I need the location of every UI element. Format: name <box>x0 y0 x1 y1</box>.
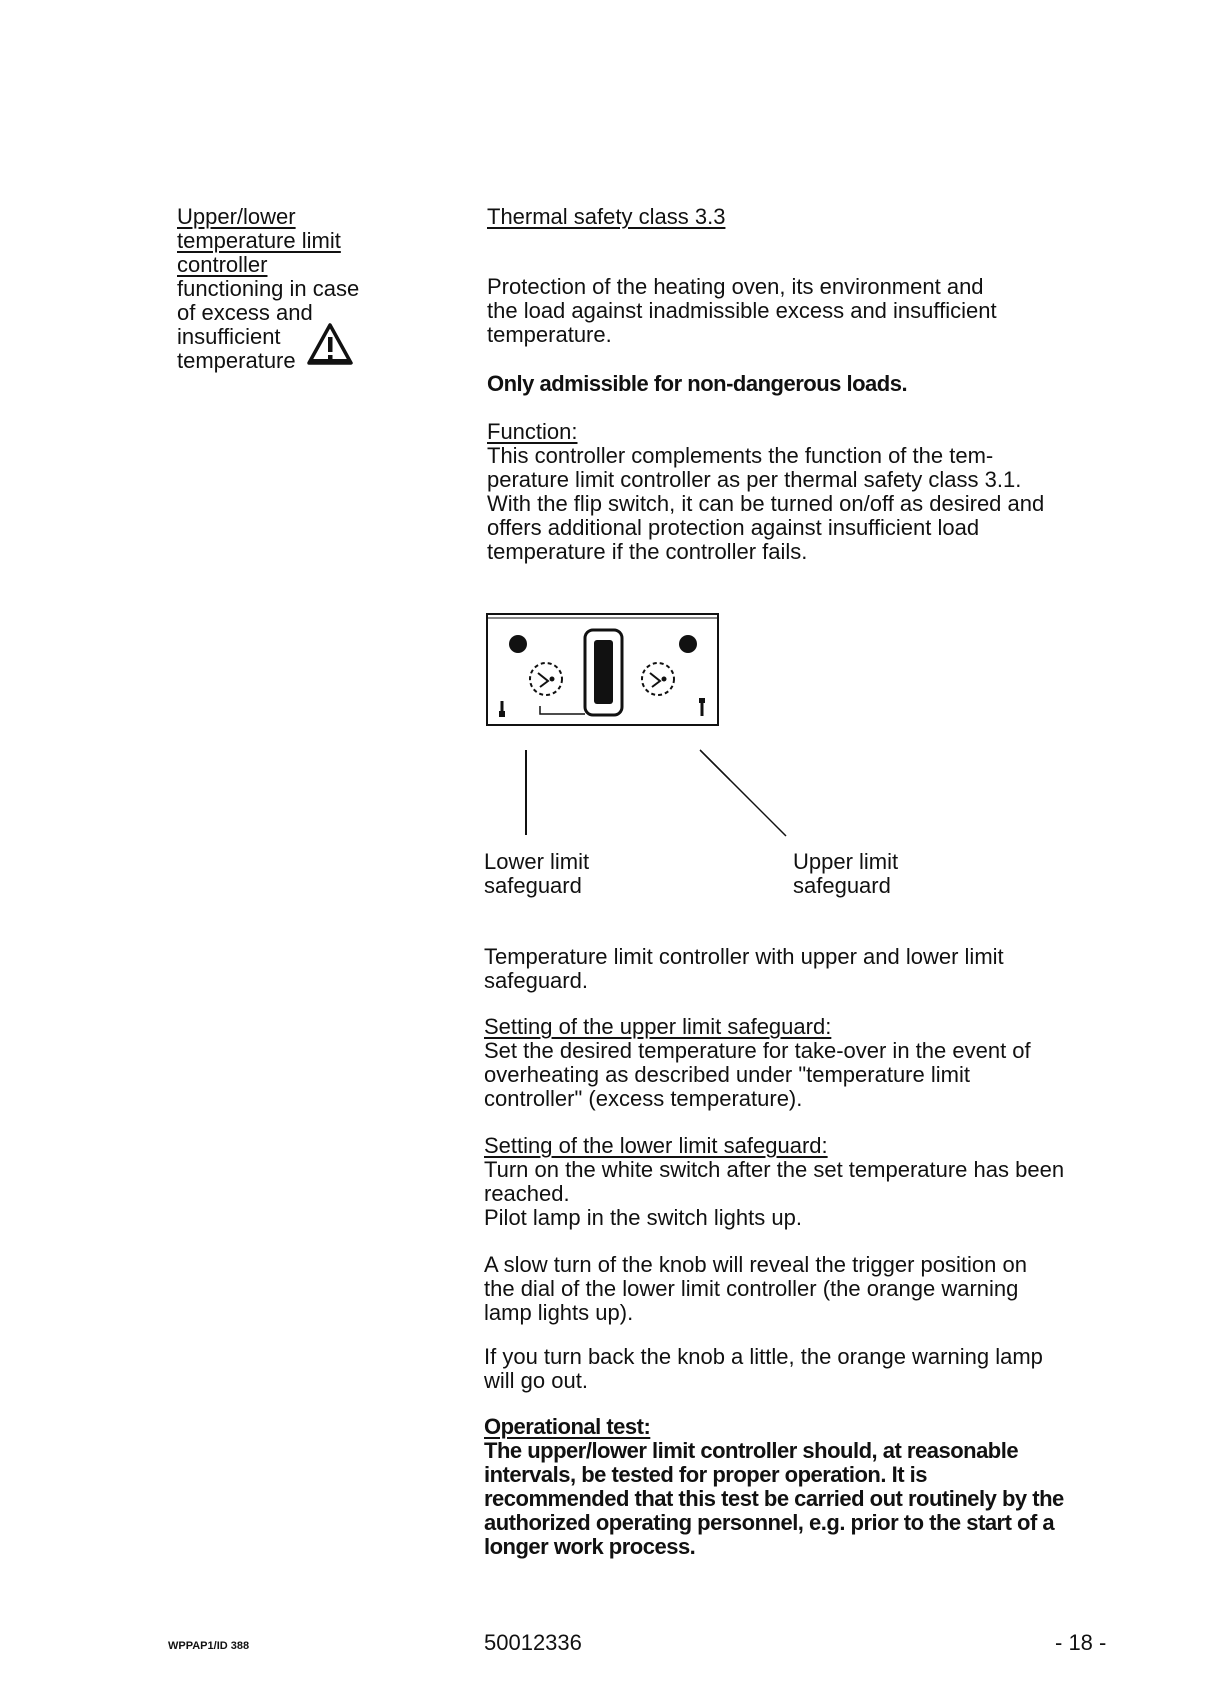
operational-test-line: authorized operating personnel, e.g. prior to the start of a <box>484 1510 1055 1535</box>
controller-diagram <box>480 610 730 840</box>
lower-setting-line: reached. <box>484 1181 570 1206</box>
sidebar-heading-line: temperature limit <box>177 228 341 253</box>
operational-test-line: longer work process. <box>484 1534 696 1559</box>
intro-line: temperature. <box>487 322 612 347</box>
safety-notice: Only admissible for non-dangerous loads. <box>487 371 908 396</box>
upper-limit-label-line: Upper limit <box>793 849 899 874</box>
sidebar-text-line: of excess and <box>177 300 313 325</box>
sidebar-heading-line: Upper/lower <box>177 204 296 229</box>
upper-limit-label <box>793 850 898 898</box>
footer-doc-number: 50012336 <box>484 1630 582 1655</box>
function-section <box>487 420 1044 564</box>
lower-knob-connector <box>540 706 585 714</box>
sidebar-note <box>177 205 387 373</box>
slow-turn-line: A slow turn of the knob will reveal the trigger position on <box>484 1252 1027 1277</box>
slow-turn-line: lamp lights up). <box>484 1300 634 1325</box>
caption-line: Temperature limit controller with upper and lower limit <box>484 944 1004 969</box>
footer-doc-code: WPPAP1/ID 388 <box>168 1640 250 1652</box>
function-line: This controller complements the function of the tem- <box>487 443 994 468</box>
slow-turn-paragraph <box>484 1253 1027 1325</box>
upper-pilot-lamp-icon <box>679 635 697 653</box>
lower-limit-label-line: Lower limit <box>484 849 590 874</box>
turn-back-line: will go out. <box>484 1368 588 1393</box>
lower-limit-label <box>484 850 589 898</box>
function-line: perature limit controller as per thermal safety class 3.1. <box>487 467 1022 492</box>
upper-limit-label-line: safeguard <box>793 873 891 898</box>
operational-test-heading: Operational test: <box>484 1414 651 1439</box>
lower-setting-heading: Setting of the lower limit safeguard: <box>484 1133 828 1158</box>
page-number: - 18 - <box>1055 1630 1107 1655</box>
lower-thermometer-icon <box>499 701 505 717</box>
operational-test-line: intervals, be tested for proper operation. It is <box>484 1462 927 1487</box>
flip-switch-rocker <box>594 640 613 704</box>
upper-limit-knob-icon <box>642 663 674 695</box>
diagram-caption <box>484 945 1004 993</box>
intro-line: Protection of the heating oven, its environment and <box>487 274 984 299</box>
sidebar-text-line: functioning in case <box>177 276 360 301</box>
page-title: Thermal safety class 3.3 <box>487 204 726 229</box>
lower-pilot-lamp-icon <box>509 635 527 653</box>
function-line: offers additional protection against insufficient load <box>487 515 980 540</box>
upper-setting-line: Set the desired temperature for take-over in the event of <box>484 1038 1031 1063</box>
intro-paragraph <box>487 275 997 347</box>
warning-triangle-icon <box>307 323 353 365</box>
upper-limit-pointer-extension <box>700 740 790 840</box>
upper-thermometer-icon <box>699 698 705 716</box>
turn-back-paragraph <box>484 1345 1043 1393</box>
operational-test-line: The upper/lower limit controller should, at reasonable <box>484 1438 1019 1463</box>
function-heading: Function: <box>487 419 578 444</box>
function-line: temperature if the controller fails. <box>487 539 808 564</box>
sidebar-heading-line: controller <box>177 252 268 277</box>
function-line: With the flip switch, it can be turned on/off as desired and <box>487 491 1045 516</box>
slow-turn-line: the dial of the lower limit controller (the orange warning <box>484 1276 1019 1301</box>
upper-setting-heading: Setting of the upper limit safeguard: <box>484 1014 832 1039</box>
lower-setting-section <box>484 1134 1064 1230</box>
lower-limit-knob-icon <box>530 663 562 695</box>
operational-test-section <box>484 1415 1064 1559</box>
sidebar-text-line: insufficient <box>177 324 281 349</box>
upper-setting-line: controller" (excess temperature). <box>484 1086 803 1111</box>
lower-setting-line: Turn on the white switch after the set temperature has been <box>484 1157 1065 1182</box>
operational-test-line: recommended that this test be carried out routinely by the <box>484 1486 1064 1511</box>
intro-line: the load against inadmissible excess and insufficient <box>487 298 997 323</box>
upper-setting-section <box>484 1015 1031 1111</box>
upper-setting-line: overheating as described under "temperature limit <box>484 1062 970 1087</box>
lower-limit-label-line: safeguard <box>484 873 582 898</box>
caption-line: safeguard. <box>484 968 588 993</box>
turn-back-line: If you turn back the knob a little, the orange warning lamp <box>484 1344 1043 1369</box>
lower-setting-line: Pilot lamp in the switch lights up. <box>484 1205 802 1230</box>
sidebar-text-line: temperature <box>177 348 296 373</box>
